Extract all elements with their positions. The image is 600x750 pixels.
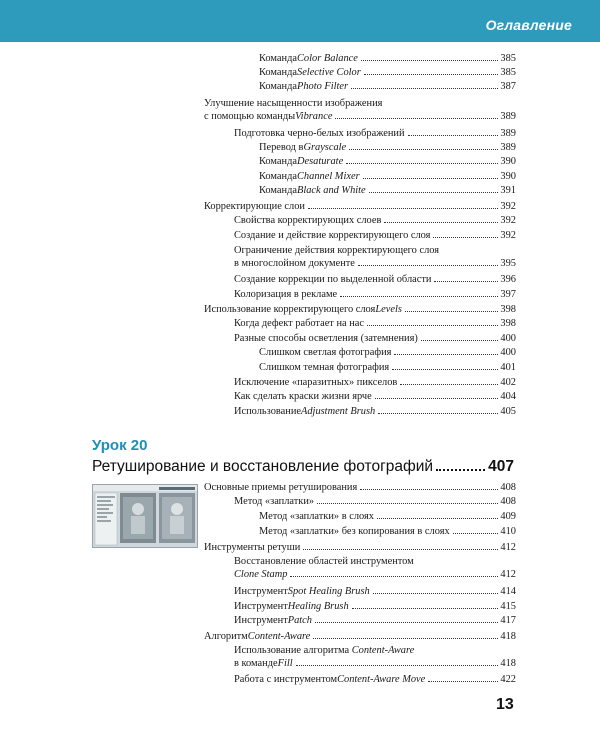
toc-entry[interactable]: Колоризация в рекламе 397 (234, 289, 516, 300)
toc-entry[interactable]: Инструменты ретуши 412 (204, 542, 516, 553)
toc-entry[interactable]: Использование Adjustment Brush 405 (234, 406, 516, 417)
toc-entry[interactable]: Создание коррекции по выделенной области 396 (234, 274, 516, 285)
header-bar (0, 0, 600, 42)
lesson-page: 407 (488, 458, 514, 475)
toc-entry[interactable]: Разные способы осветления (затемнения) 400 (234, 333, 516, 344)
toc-entry[interactable]: Исключение «паразитных» пикселов 402 (234, 377, 516, 388)
toc-entry[interactable]: Создание и действие корректирующего слоя 392 (234, 230, 516, 241)
toc-entry[interactable]: Восстановление областей инструментом Clone Stamp 412 (234, 556, 516, 580)
toc-entry[interactable]: Метод «заплатки» без копирования в слоях 410 (259, 526, 516, 537)
toc-entry[interactable]: Алгоритм Content-Aware 418 (204, 631, 516, 642)
toc-entry[interactable]: Команда Desaturate 390 (259, 156, 516, 167)
toc-entry[interactable]: Инструмент Patch 417 (234, 615, 516, 626)
toc-entry[interactable]: Команда Black and White 391 (259, 185, 516, 196)
toc-entry[interactable]: Команда Channel Mixer 390 (259, 171, 516, 182)
toc-entry[interactable]: Как сделать краски жизни ярче 404 (234, 391, 516, 402)
toc-entry[interactable]: Инструмент Healing Brush 415 (234, 601, 516, 612)
toc-entry[interactable]: Подготовка черно-белых изображений 389 (234, 128, 516, 139)
toc-entry[interactable]: Основные приемы ретуширования 408 (204, 482, 516, 493)
toc-entry[interactable]: Работа с инструментом Content-Aware Move 422 (234, 674, 516, 685)
toc-entry[interactable]: Корректирующие слои 392 (204, 201, 516, 212)
toc-entry[interactable]: Команда Selective Color 385 (259, 67, 516, 78)
lesson-title[interactable] (92, 458, 514, 476)
toc-entry[interactable]: Когда дефект работает на нас 398 (234, 318, 516, 329)
toc-entry[interactable]: Улучшение насыщенности изображения с помощью команды Vibrance 389 (204, 98, 516, 122)
toc-entry[interactable]: Ограничение действия корректирующего слоя в многослойном документе 395 (234, 245, 516, 269)
toc-entry[interactable]: Метод «заплатки» в слоях 409 (259, 511, 516, 522)
toc-entry[interactable]: Команда Photo Filter 387 (259, 81, 516, 92)
toc-entry[interactable]: Свойства корректирующих слоев 392 (234, 215, 516, 226)
lesson-label: Урок 20 (92, 437, 148, 454)
toc-entry[interactable]: Команда Color Balance 385 (259, 53, 516, 64)
toc-entry[interactable]: Метод «заплатки» 408 (234, 496, 516, 507)
toc-entry[interactable]: Инструмент Spot Healing Brush 414 (234, 586, 516, 597)
lesson-title-text: Ретуширование и восстановление фотографий (92, 458, 434, 475)
section-title: Оглавление (485, 17, 572, 33)
leader-dots (436, 469, 485, 471)
toc-entry[interactable]: Слишком светлая фотография 400 (259, 347, 516, 358)
toc-entry[interactable]: Слишком темная фотография 401 (259, 362, 516, 373)
toc-entry[interactable]: Использование корректирующего слоя Levels 398 (204, 304, 516, 315)
toc-entry[interactable]: Использование алгоритма Content-Aware в команде Fill 418 (234, 645, 516, 669)
lesson-thumbnail-image (92, 484, 198, 548)
page-number: 13 (496, 696, 514, 713)
toc-entry[interactable]: Перевод в Grayscale 389 (259, 142, 516, 153)
